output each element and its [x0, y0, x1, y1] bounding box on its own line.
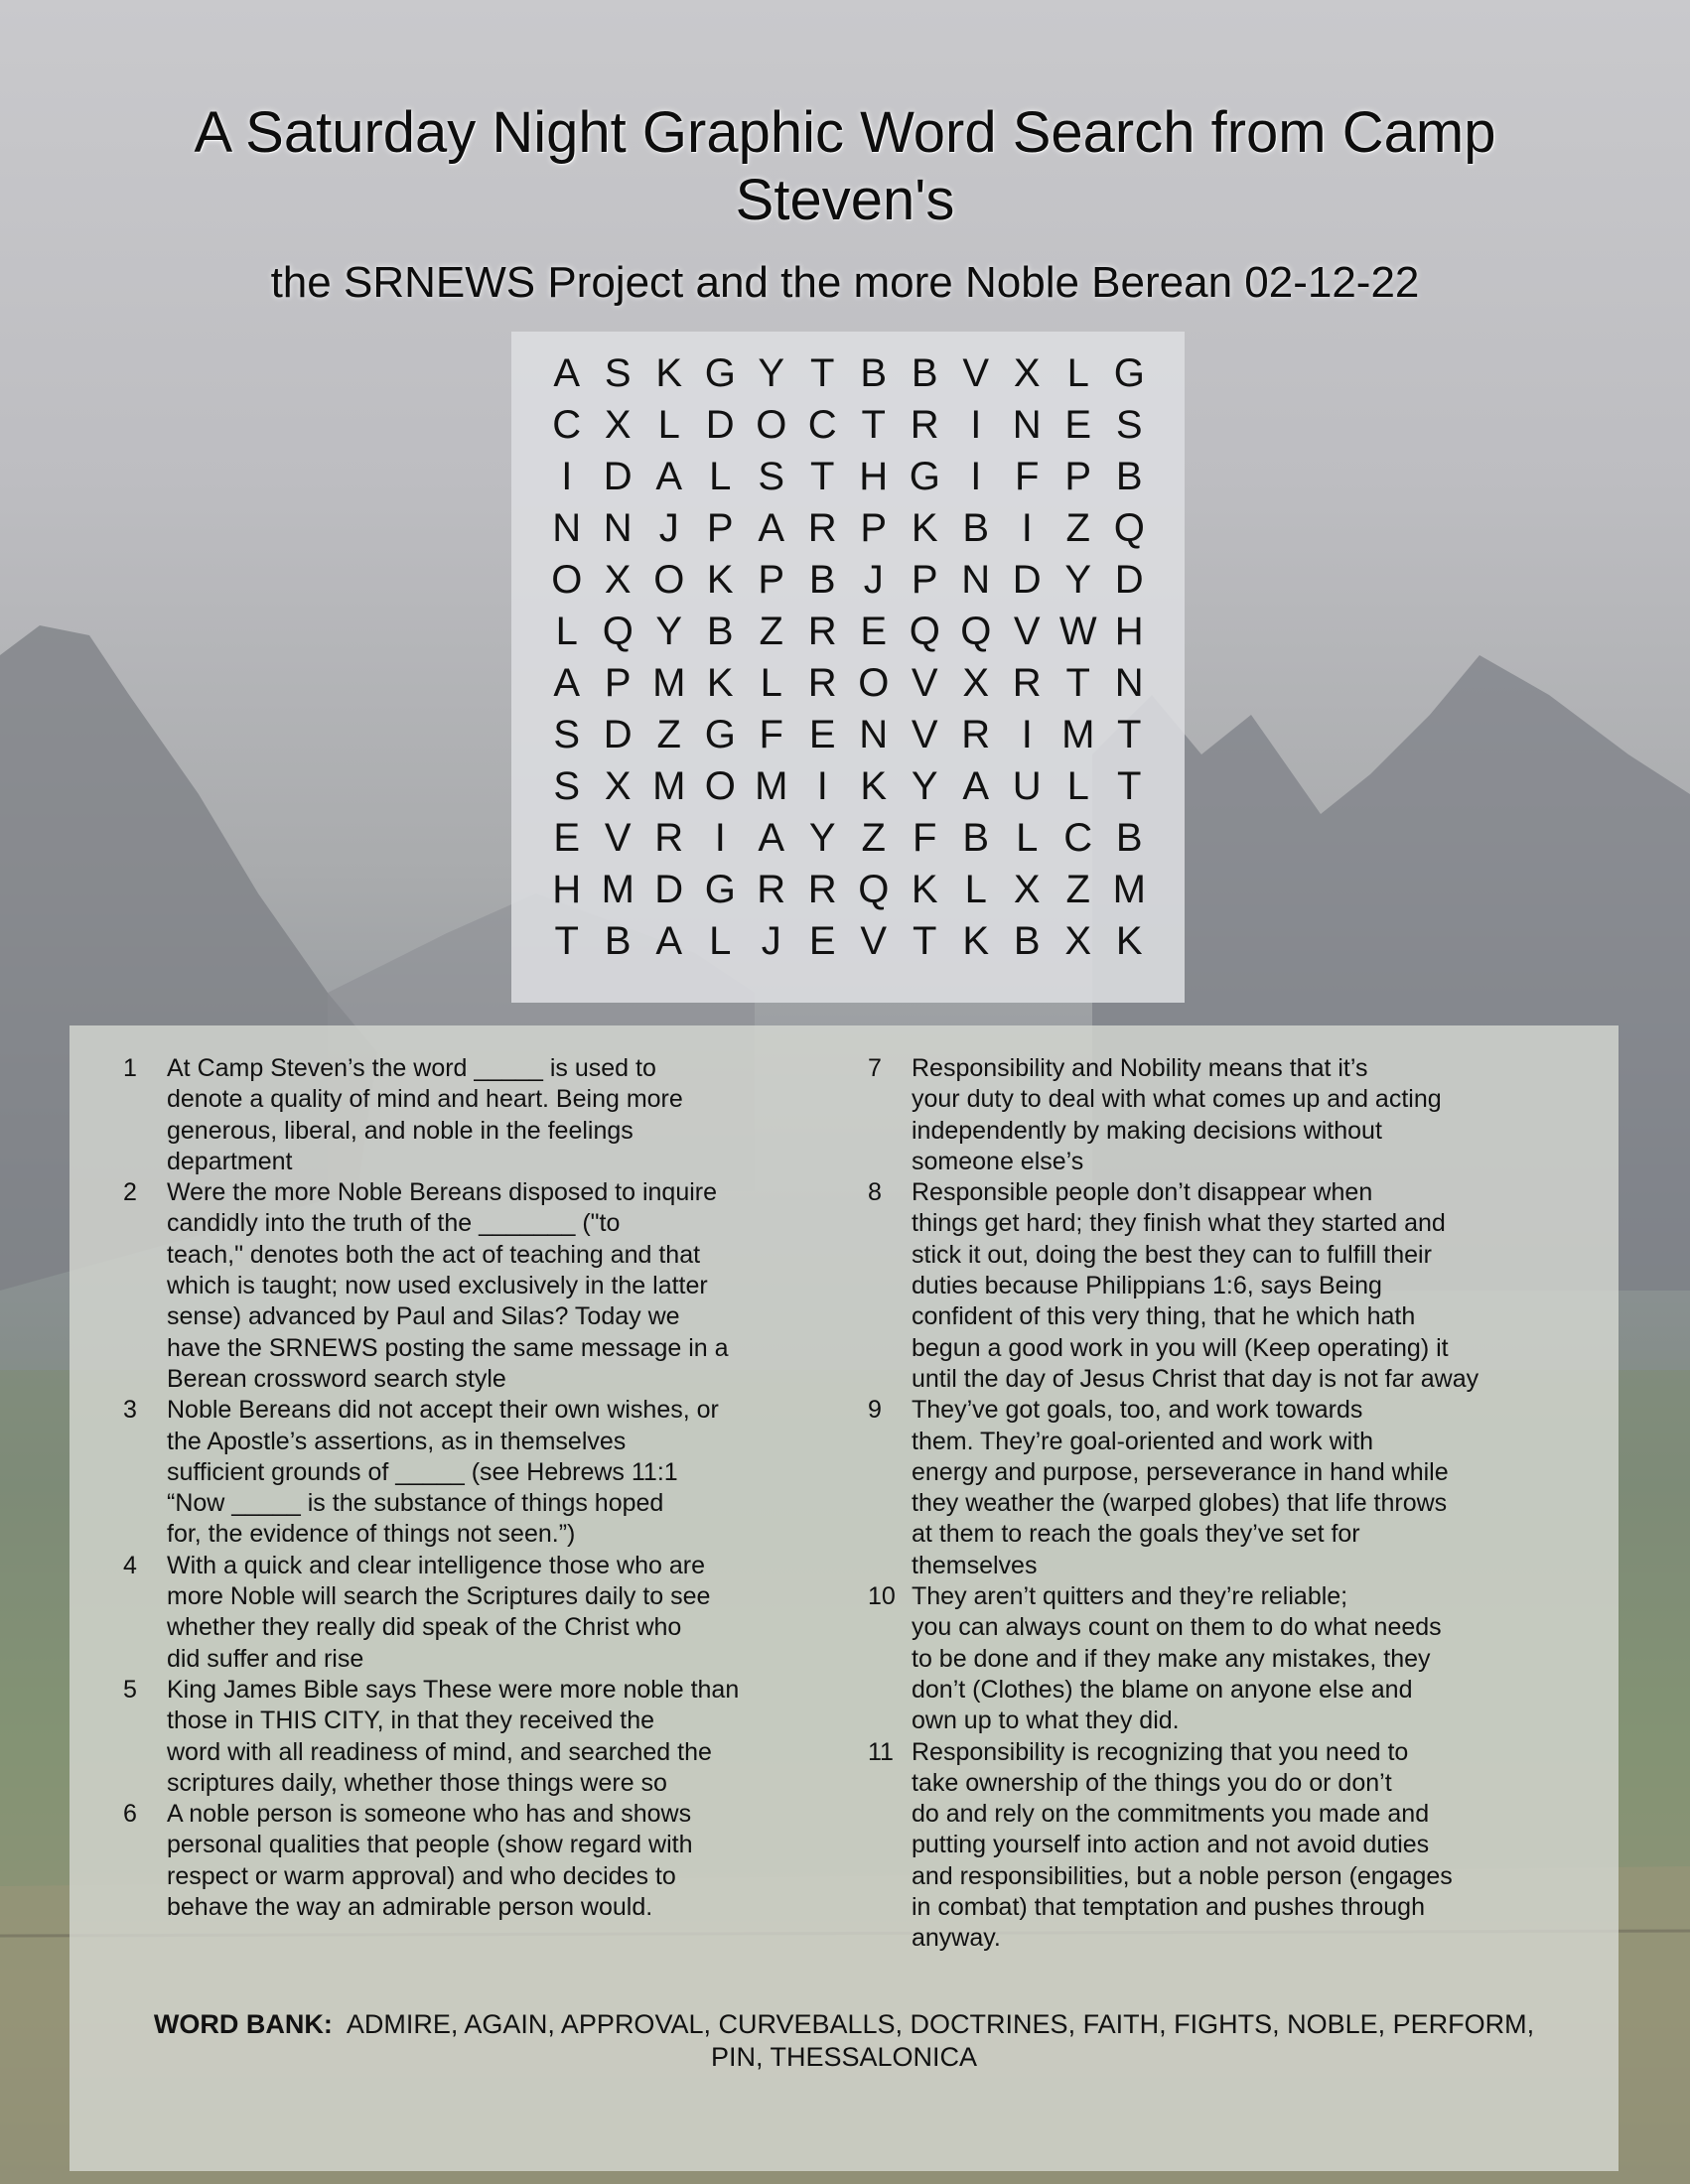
- grid-cell[interactable]: P: [911, 558, 938, 602]
- clue-number: 10: [868, 1582, 896, 1611]
- clue-number: 7: [868, 1054, 882, 1082]
- grid-cell[interactable]: F: [1015, 455, 1040, 498]
- grid-cell[interactable]: S: [553, 713, 581, 756]
- clue-item: [868, 1581, 1583, 1736]
- grid-cell[interactable]: E: [808, 713, 836, 756]
- grid-cell[interactable]: S: [758, 455, 785, 498]
- grid-cell[interactable]: T: [1065, 661, 1090, 705]
- grid-cell[interactable]: P: [1064, 455, 1092, 498]
- grid-cell[interactable]: D: [1012, 558, 1042, 602]
- grid-cell[interactable]: G: [704, 868, 736, 911]
- grid-cell[interactable]: J: [761, 919, 781, 963]
- clue-text: At Camp Steven’s the word _____ is used to denote a quality of mind and heart. Being more generous, liberal, and noble in the feelings department: [167, 1054, 683, 1175]
- grid-cell[interactable]: S: [1115, 403, 1143, 447]
- grid-cell[interactable]: G: [704, 713, 736, 756]
- grid-cell[interactable]: V: [962, 351, 990, 395]
- grid-cell[interactable]: P: [604, 661, 632, 705]
- grid-cell[interactable]: B: [1115, 455, 1143, 498]
- grid-cell[interactable]: L: [657, 403, 680, 447]
- clues-panel: [70, 1025, 1619, 2171]
- grid-cell[interactable]: A: [553, 351, 581, 395]
- grid-cell[interactable]: O: [704, 764, 736, 808]
- grid-cell[interactable]: Z: [1065, 868, 1090, 911]
- grid-cell[interactable]: Y: [1064, 558, 1092, 602]
- grid-cell[interactable]: I: [970, 455, 982, 498]
- grid-cell[interactable]: X: [1013, 351, 1041, 395]
- grid-cell[interactable]: F: [759, 713, 783, 756]
- clue-number: 4: [123, 1551, 137, 1579]
- clue-text: A noble person is someone who has and shows personal qualities that people (show regard with respect or warm approval) and who decides to behave the way an admirable person would.: [167, 1800, 693, 1922]
- grid-cell[interactable]: X: [962, 661, 990, 705]
- grid-cell[interactable]: P: [758, 558, 785, 602]
- page-title: A Saturday Night Graphic Word Search from Camp Steven's: [194, 100, 1496, 232]
- grid-cell[interactable]: K: [1115, 919, 1143, 963]
- grid-cell[interactable]: L: [1016, 816, 1039, 860]
- clue-item: [123, 1675, 798, 1799]
- word-bank: [70, 2008, 1619, 2074]
- grid-cell[interactable]: M: [601, 868, 634, 911]
- grid-cell[interactable]: G: [1113, 351, 1145, 395]
- grid-cell[interactable]: X: [604, 764, 632, 808]
- grid-cell[interactable]: T: [810, 351, 835, 395]
- word-bank-words: ADMIRE, AGAIN, APPROVAL, CURVEBALLS, DOCTRINES, FAITH, FIGHTS, NOBLE, PERFORM, PIN, THESSALONICA: [346, 2009, 1535, 2072]
- grid-cell[interactable]: B: [1013, 919, 1041, 963]
- grid-cell[interactable]: J: [658, 506, 679, 550]
- grid-cell[interactable]: A: [655, 919, 683, 963]
- clue-item: [868, 1177, 1583, 1395]
- grid-cell[interactable]: R: [654, 816, 684, 860]
- clue-number: 11: [868, 1737, 894, 1766]
- grid-cell[interactable]: E: [1064, 403, 1092, 447]
- grid-cell[interactable]: L: [709, 455, 732, 498]
- grid-cell[interactable]: S: [553, 764, 581, 808]
- clue-number: 5: [123, 1675, 137, 1704]
- grid-cell[interactable]: I: [714, 816, 726, 860]
- grid-cell[interactable]: R: [757, 868, 786, 911]
- grid-cell[interactable]: L: [760, 661, 782, 705]
- grid-cell[interactable]: O: [653, 558, 685, 602]
- grid-cell[interactable]: B: [911, 351, 938, 395]
- grid-cell[interactable]: B: [604, 919, 632, 963]
- grid-cell[interactable]: A: [758, 816, 785, 860]
- grid-cell[interactable]: K: [962, 919, 990, 963]
- grid-cell[interactable]: A: [758, 506, 785, 550]
- clue-text: They’ve got goals, too, and work towards them. They’re goal-oriented and work with energy and purpose, perseverance in hand while they weather the (warped globes) that life throws at them to reach the goals they’ve set for themselves: [912, 1396, 1449, 1579]
- clue-item: [123, 1799, 798, 1923]
- grid-cell[interactable]: D: [705, 403, 735, 447]
- clue-text: They aren’t quitters and they’re reliable; you can always count on them to do what needs to be done and if they make any mistakes, they don’t (Clothes) the blame on anyone else and own up to what they did.: [912, 1582, 1442, 1735]
- grid-cell[interactable]: X: [1013, 868, 1041, 911]
- word-bank-label: WORD BANK:: [153, 2009, 333, 2039]
- grid-cell[interactable]: I: [816, 764, 828, 808]
- grid-cell[interactable]: C: [807, 403, 837, 447]
- grid-cell[interactable]: T: [913, 919, 937, 963]
- grid-cell[interactable]: E: [860, 610, 888, 653]
- grid-cell[interactable]: Z: [656, 713, 681, 756]
- grid-cell[interactable]: G: [704, 351, 736, 395]
- clue-text: With a quick and clear intelligence those who are more Noble will search the Scriptures daily to see whether they really did speak of the Christ who did suffer and rise: [167, 1551, 711, 1673]
- grid-cell[interactable]: N: [1114, 661, 1144, 705]
- clue-item: [123, 1177, 798, 1395]
- grid-cell[interactable]: T: [554, 919, 579, 963]
- clue-number: 2: [123, 1178, 137, 1207]
- grid-cell[interactable]: T: [810, 455, 835, 498]
- grid-cell[interactable]: V: [860, 919, 888, 963]
- grid-cell[interactable]: Z: [759, 610, 783, 653]
- clues-column-left: [123, 1053, 798, 1923]
- grid-cell[interactable]: B: [860, 351, 888, 395]
- grid-cell[interactable]: N: [552, 506, 582, 550]
- grid-cell[interactable]: J: [863, 558, 884, 602]
- clue-item: [123, 1551, 798, 1675]
- grid-cell[interactable]: K: [706, 558, 734, 602]
- grid-cell[interactable]: L: [1066, 351, 1089, 395]
- grid-cell[interactable]: D: [603, 713, 633, 756]
- grid-cell[interactable]: B: [808, 558, 836, 602]
- grid-cell[interactable]: K: [911, 868, 938, 911]
- grid-cell[interactable]: B: [706, 610, 734, 653]
- grid-cell[interactable]: P: [860, 506, 888, 550]
- grid-cell[interactable]: H: [859, 455, 889, 498]
- grid-cell[interactable]: K: [860, 764, 888, 808]
- grid-cell[interactable]: T: [1117, 764, 1142, 808]
- grid-cell[interactable]: V: [1013, 610, 1041, 653]
- grid-cell[interactable]: X: [604, 558, 632, 602]
- grid-cell[interactable]: I: [970, 403, 982, 447]
- grid-cell[interactable]: Y: [758, 351, 785, 395]
- clue-text: Responsibility is recognizing that you need to take ownership of the things you do or don’t do and rely on the commitments you made and putting yourself into action and not avoid duties and responsibilities, but a noble person (engages in combat) that temptation and pushes through anyway.: [912, 1737, 1453, 1953]
- grid-cell[interactable]: X: [1064, 919, 1092, 963]
- grid-cell[interactable]: M: [652, 661, 686, 705]
- grid-cell[interactable]: I: [1021, 506, 1033, 550]
- clue-number: 3: [123, 1396, 137, 1425]
- grid-cell[interactable]: Q: [960, 610, 992, 653]
- grid-cell[interactable]: E: [808, 919, 836, 963]
- grid-cell[interactable]: B: [1115, 816, 1143, 860]
- grid-cell[interactable]: D: [654, 868, 684, 911]
- clues-column-right: [868, 1053, 1583, 1955]
- grid-cell[interactable]: F: [913, 816, 937, 860]
- grid-cell[interactable]: K: [655, 351, 683, 395]
- grid-cell[interactable]: V: [911, 661, 938, 705]
- grid-cell[interactable]: C: [552, 403, 582, 447]
- clue-number: 8: [868, 1178, 882, 1207]
- grid-cell[interactable]: L: [555, 610, 578, 653]
- clue-text: Were the more Noble Bereans disposed to inquire candidly into the truth of the _______ ("to teach," denotes both the act of teaching and that which is taught; now used exclusively in the latter sense) advanced by Paul and Silas? Today we have the SRNEWS posting the same message in a Berean crossword search style: [167, 1178, 729, 1393]
- grid-cell[interactable]: C: [1063, 816, 1093, 860]
- grid-cell[interactable]: T: [861, 403, 886, 447]
- clue-item: [123, 1053, 798, 1177]
- grid-cell[interactable]: N: [603, 506, 633, 550]
- clue-item: [123, 1395, 798, 1550]
- grid-cell[interactable]: Q: [909, 610, 940, 653]
- grid-cell[interactable]: K: [706, 661, 734, 705]
- page-subtitle: the SRNEWS Project and the more Noble Berean 02-12-22: [270, 258, 1420, 307]
- grid-cell[interactable]: E: [553, 816, 581, 860]
- clue-item: [868, 1395, 1583, 1581]
- grid-cell[interactable]: R: [1012, 661, 1042, 705]
- grid-cell[interactable]: M: [1112, 868, 1146, 911]
- grid-cell[interactable]: Z: [1065, 506, 1090, 550]
- clue-item: [868, 1737, 1583, 1955]
- grid-cell[interactable]: R: [807, 506, 837, 550]
- grid-cell[interactable]: Q: [858, 868, 890, 911]
- grid-cell[interactable]: N: [859, 713, 889, 756]
- grid-cell[interactable]: Q: [1113, 506, 1145, 550]
- grid-cell[interactable]: I: [1021, 713, 1033, 756]
- word-search-panel: [511, 332, 1185, 1003]
- grid-cell[interactable]: S: [604, 351, 632, 395]
- grid-cell[interactable]: Q: [602, 610, 634, 653]
- grid-cell[interactable]: L: [709, 919, 732, 963]
- clue-text: Noble Bereans did not accept their own wishes, or the Apostle’s assertions, as in themselves sufficient grounds of _____ (see Hebrews 11:1 “Now _____ is the substance of things hoped for, the evidence of things not seen.”): [167, 1396, 719, 1549]
- grid-cell[interactable]: N: [961, 558, 991, 602]
- grid-cell[interactable]: M: [652, 764, 686, 808]
- grid-cell[interactable]: H: [1114, 610, 1144, 653]
- clue-number: 6: [123, 1800, 137, 1829]
- clue-text: Responsible people don’t disappear when things get hard; they finish what they started and stick it out, doing the best they can to fulfill their duties because Philippians 1:6, says Being confident of this very thing, that he which hath begun a good work in you will (Keep operating) it until the day of Jesus Christ that day is not far away: [912, 1178, 1479, 1393]
- clue-text: King James Bible says These were more noble than those in THIS CITY, in that they received the word with all readiness of mind, and searched the scriptures daily, whether those things were so: [167, 1675, 740, 1797]
- grid-cell[interactable]: A: [553, 661, 581, 705]
- grid-cell[interactable]: B: [962, 506, 990, 550]
- grid-cell[interactable]: Y: [655, 610, 683, 653]
- grid-cell[interactable]: L: [964, 868, 987, 911]
- grid-cell[interactable]: X: [604, 403, 632, 447]
- grid-cell[interactable]: D: [603, 455, 633, 498]
- grid-cell[interactable]: H: [552, 868, 582, 911]
- clue-number: 9: [868, 1396, 882, 1425]
- grid-cell[interactable]: U: [1012, 764, 1042, 808]
- grid-cell[interactable]: V: [604, 816, 632, 860]
- grid-cell[interactable]: B: [962, 816, 990, 860]
- grid-cell[interactable]: G: [909, 455, 940, 498]
- grid-cell[interactable]: P: [706, 506, 734, 550]
- grid-cell[interactable]: Y: [911, 764, 938, 808]
- clue-item: [868, 1053, 1583, 1177]
- clue-number: 1: [123, 1054, 137, 1082]
- grid-cell[interactable]: W: [1058, 610, 1097, 653]
- grid-cell[interactable]: O: [756, 403, 787, 447]
- grid-cell[interactable]: O: [858, 661, 890, 705]
- word-search-grid: [541, 347, 1155, 967]
- grid-cell[interactable]: L: [1066, 764, 1089, 808]
- grid-cell[interactable]: A: [655, 455, 683, 498]
- grid-cell[interactable]: R: [807, 868, 837, 911]
- grid-cell[interactable]: K: [911, 506, 938, 550]
- grid-cell[interactable]: Y: [808, 816, 836, 860]
- grid-cell[interactable]: V: [911, 713, 938, 756]
- grid-cell[interactable]: T: [1117, 713, 1142, 756]
- grid-cell[interactable]: R: [807, 610, 837, 653]
- grid-cell[interactable]: M: [1061, 713, 1095, 756]
- grid-cell[interactable]: Z: [861, 816, 886, 860]
- grid-cell[interactable]: M: [755, 764, 788, 808]
- grid-cell[interactable]: D: [1114, 558, 1144, 602]
- grid-cell[interactable]: I: [561, 455, 573, 498]
- clue-text: Responsibility and Nobility means that it’s your duty to deal with what comes up and acting independently by making decisions without someone else’s: [912, 1054, 1442, 1175]
- grid-cell[interactable]: A: [962, 764, 990, 808]
- grid-cell[interactable]: R: [961, 713, 991, 756]
- grid-cell[interactable]: R: [807, 661, 837, 705]
- grid-cell[interactable]: N: [1012, 403, 1042, 447]
- grid-cell[interactable]: O: [551, 558, 583, 602]
- grid-cell[interactable]: R: [910, 403, 939, 447]
